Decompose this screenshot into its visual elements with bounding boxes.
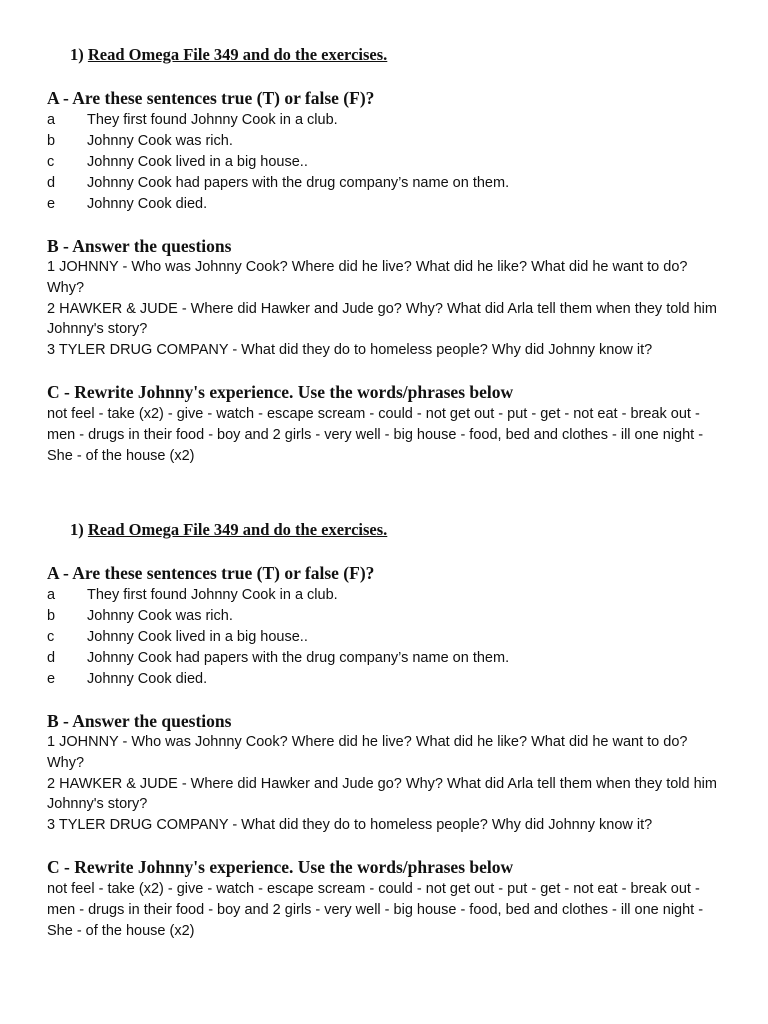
item-letter: d (47, 650, 56, 666)
section-b-questions (47, 732, 727, 836)
section-c-word-list (47, 879, 727, 941)
question-item: 3 TYLER DRUG COMPANY - What did they do to homeless people? Why did Johnny know it? (47, 342, 653, 359)
section-c-heading: C - Rewrite Johnny's experience. Use the words/phrases below (47, 857, 514, 877)
item-letter: a (47, 112, 56, 128)
true-false-item (47, 669, 207, 689)
exercise-title (70, 45, 387, 65)
exercise-number: 1) (70, 45, 84, 64)
item-letter: b (47, 608, 56, 624)
true-false-item (47, 194, 207, 214)
item-text: Johnny Cook lived in a big house.. (87, 154, 308, 170)
section-c-heading: C - Rewrite Johnny's experience. Use the words/phrases below (47, 382, 514, 402)
item-text: Johnny Cook lived in a big house.. (87, 629, 308, 645)
true-false-item (47, 585, 338, 605)
true-false-item (47, 627, 308, 647)
section-b-questions (47, 257, 727, 361)
question-item: 1 JOHNNY - Who was Johnny Cook? Where did he live? What did he like? What did he want to do? Why? (47, 259, 688, 296)
item-text: Johnny Cook had papers with the drug company’s name on them. (87, 650, 510, 666)
word-list-line: not feel - take (x2) - give - watch - escape scream - could - not get out - put - get - not eat - break out - (47, 881, 700, 897)
word-list-line: not feel - take (x2) - give - watch - escape scream - could - not get out - put - get - not eat - break out - (47, 406, 700, 422)
item-text: Johnny Cook died. (87, 671, 208, 687)
section-b-heading: B - Answer the questions (47, 236, 232, 256)
item-text: Johnny Cook had papers with the drug company’s name on them. (87, 175, 510, 191)
exercise-title-text: Read Omega File 349 and do the exercises. (87, 520, 388, 539)
item-letter: e (47, 196, 56, 212)
item-text: They first found Johnny Cook in a club. (87, 112, 338, 128)
item-text: Johnny Cook was rich. (87, 608, 233, 624)
item-letter: e (47, 671, 56, 687)
true-false-item (47, 131, 233, 151)
true-false-item (47, 648, 509, 668)
item-text: Johnny Cook died. (87, 196, 208, 212)
exercise-number: 1) (70, 520, 84, 539)
section-c-word-list (47, 404, 727, 466)
item-letter: b (47, 133, 56, 149)
item-letter: c (47, 629, 55, 645)
question-item: 2 HAWKER & JUDE - Where did Hawker and Jude go? Why? What did Arla tell them when they told him Johnny's story? (47, 300, 717, 338)
section-b-heading: B - Answer the questions (47, 711, 232, 731)
item-letter: c (47, 154, 55, 170)
section-a-heading: A - Are these sentences true (T) or false (F)? (47, 563, 375, 583)
question-item: 2 HAWKER & JUDE - Where did Hawker and Jude go? Why? What did Arla tell them when they told him Johnny's story? (47, 775, 717, 813)
section-a-heading: A - Are these sentences true (T) or false (F)? (47, 88, 375, 108)
word-list-line: men - drugs in their food - boy and 2 girls - very well - big house - food, bed and clothes - ill one night - She - of the house (x2) (47, 426, 704, 464)
question-item: 1 JOHNNY - Who was Johnny Cook? Where did he live? What did he like? What did he want to do? Why? (47, 734, 688, 771)
item-text: They first found Johnny Cook in a club. (87, 587, 338, 603)
item-letter: a (47, 587, 56, 603)
item-letter: d (47, 175, 56, 191)
question-item: 3 TYLER DRUG COMPANY - What did they do to homeless people? Why did Johnny know it? (47, 817, 653, 834)
exercise-title (70, 520, 387, 540)
true-false-item (47, 606, 233, 626)
item-text: Johnny Cook was rich. (87, 133, 233, 149)
true-false-item (47, 110, 338, 130)
true-false-item (47, 152, 308, 172)
word-list-line: men - drugs in their food - boy and 2 girls - very well - big house - food, bed and clothes - ill one night - She - of the house (x2) (47, 901, 704, 939)
true-false-item (47, 173, 509, 193)
exercise-title-text: Read Omega File 349 and do the exercises. (87, 45, 388, 64)
